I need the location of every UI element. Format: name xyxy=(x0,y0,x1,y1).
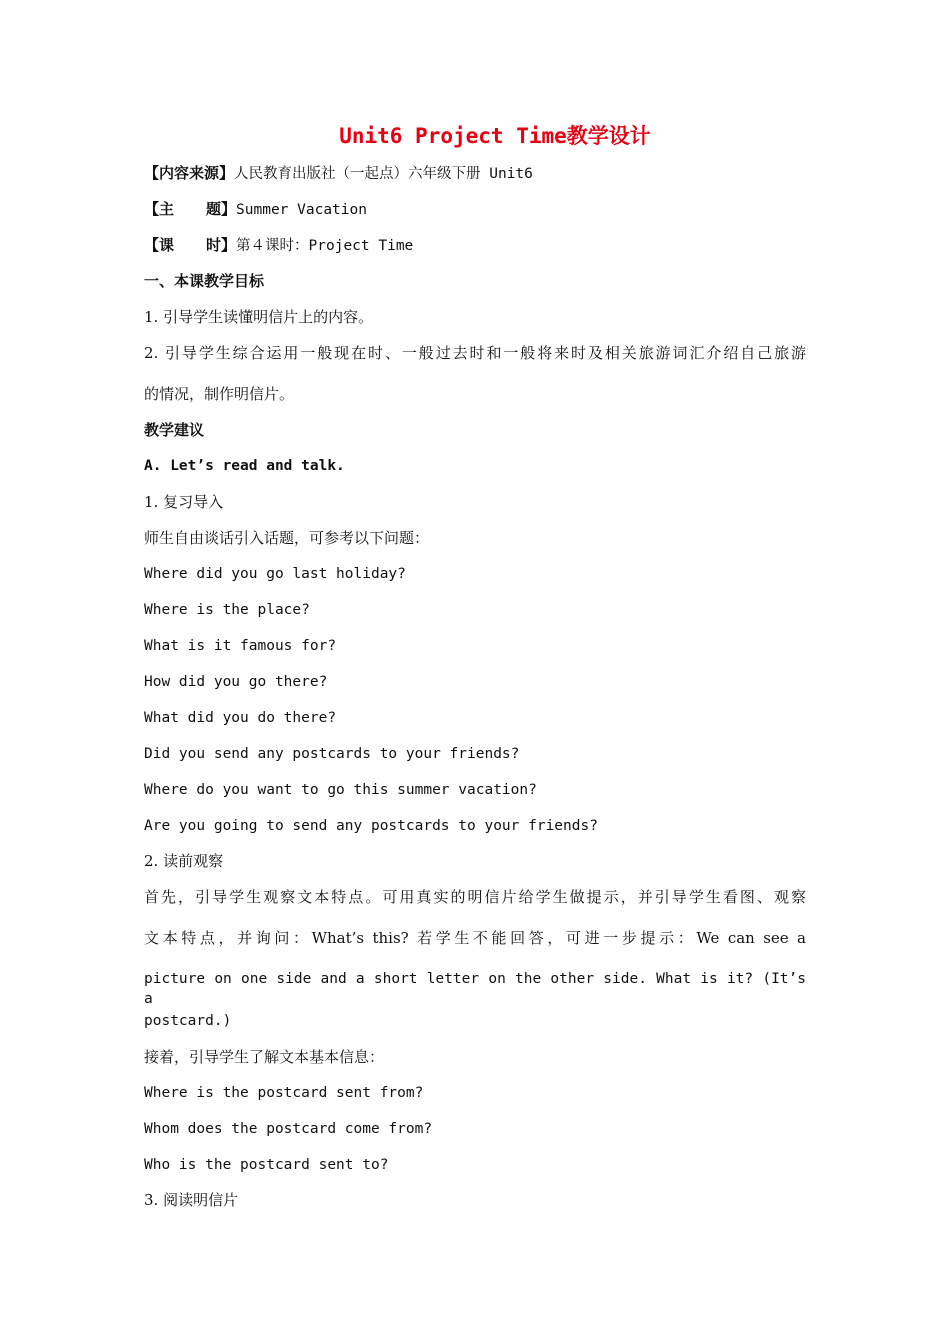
meta-topic-label-close: 题】 xyxy=(206,200,237,218)
meta-period xyxy=(144,235,413,256)
goal-2-line-2: 的情况，制作明信片。 xyxy=(144,385,295,403)
question-line: Where do you want to go this summer vacation? xyxy=(144,782,537,798)
question-line: Did you send any postcards to your friends? xyxy=(144,746,520,762)
step-2-paragraph-line-2: 文本特点，并询问：What’s this? 若学生不能回答，可进一步提示：We can see a xyxy=(144,929,806,947)
section2-heading: 教学建议 xyxy=(144,421,205,439)
question-line: Where is the place? xyxy=(144,602,310,618)
question-line: How did you go there? xyxy=(144,674,328,690)
step-3-heading: 3. 阅读明信片 xyxy=(144,1191,239,1209)
step-2-heading: 2. 读前观察 xyxy=(144,852,224,870)
meta-source-value: 人民教育出版社（一起点）六年级下册 Unit6 xyxy=(234,166,533,182)
meta-period-label-open: 【课 xyxy=(144,236,175,254)
question-line: Who is the postcard sent to? xyxy=(144,1157,389,1173)
question-line: Where is the postcard sent from? xyxy=(144,1085,424,1101)
section1-heading: 一、本课教学目标 xyxy=(144,272,265,290)
question-line: Whom does the postcard come from? xyxy=(144,1121,433,1137)
meta-source xyxy=(144,163,533,184)
step-1-heading: 1. 复习导入 xyxy=(144,493,224,511)
meta-source-label: 【内容来源】 xyxy=(144,164,235,182)
step-2-paragraph-line-3: picture on one side and a short letter on the other side. What is it? (It’s a xyxy=(144,971,806,1007)
question-line: What is it famous for? xyxy=(144,638,337,654)
goal-2-line-1: 2. 引导学生综合运用一般现在时、一般过去时和一般将来时及相关旅游词汇介绍自己旅游 xyxy=(144,344,806,362)
meta-period-label-close: 时】 xyxy=(206,236,237,254)
question-line: What did you do there? xyxy=(144,710,337,726)
step-2-intro-2: 接着，引导学生了解文本基本信息： xyxy=(144,1048,385,1066)
document-title: Unit6 Project Time教学设计 xyxy=(339,124,651,148)
step-2-paragraph-line-1: 首先，引导学生观察文本特点。可用真实的明信片给学生做提示，并引导学生看图、观察 xyxy=(144,888,806,906)
section2-subheading: A. Let’s read and talk. xyxy=(144,458,345,474)
meta-topic-value: Summer Vacation xyxy=(236,202,367,218)
question-line: Where did you go last holiday? xyxy=(144,566,406,582)
meta-topic xyxy=(144,199,367,220)
goal-1: 1. 引导学生读懂明信片上的内容。 xyxy=(144,308,374,326)
meta-period-value: 第４课时：Project Time xyxy=(236,238,414,254)
meta-topic-label-open: 【主 xyxy=(144,200,175,218)
step-1-intro: 师生自由谈话引入话题，可参考以下问题： xyxy=(144,529,430,547)
step-2-paragraph-line-4: postcard.) xyxy=(144,1013,232,1029)
question-line: Are you going to send any postcards to your friends? xyxy=(144,818,598,834)
